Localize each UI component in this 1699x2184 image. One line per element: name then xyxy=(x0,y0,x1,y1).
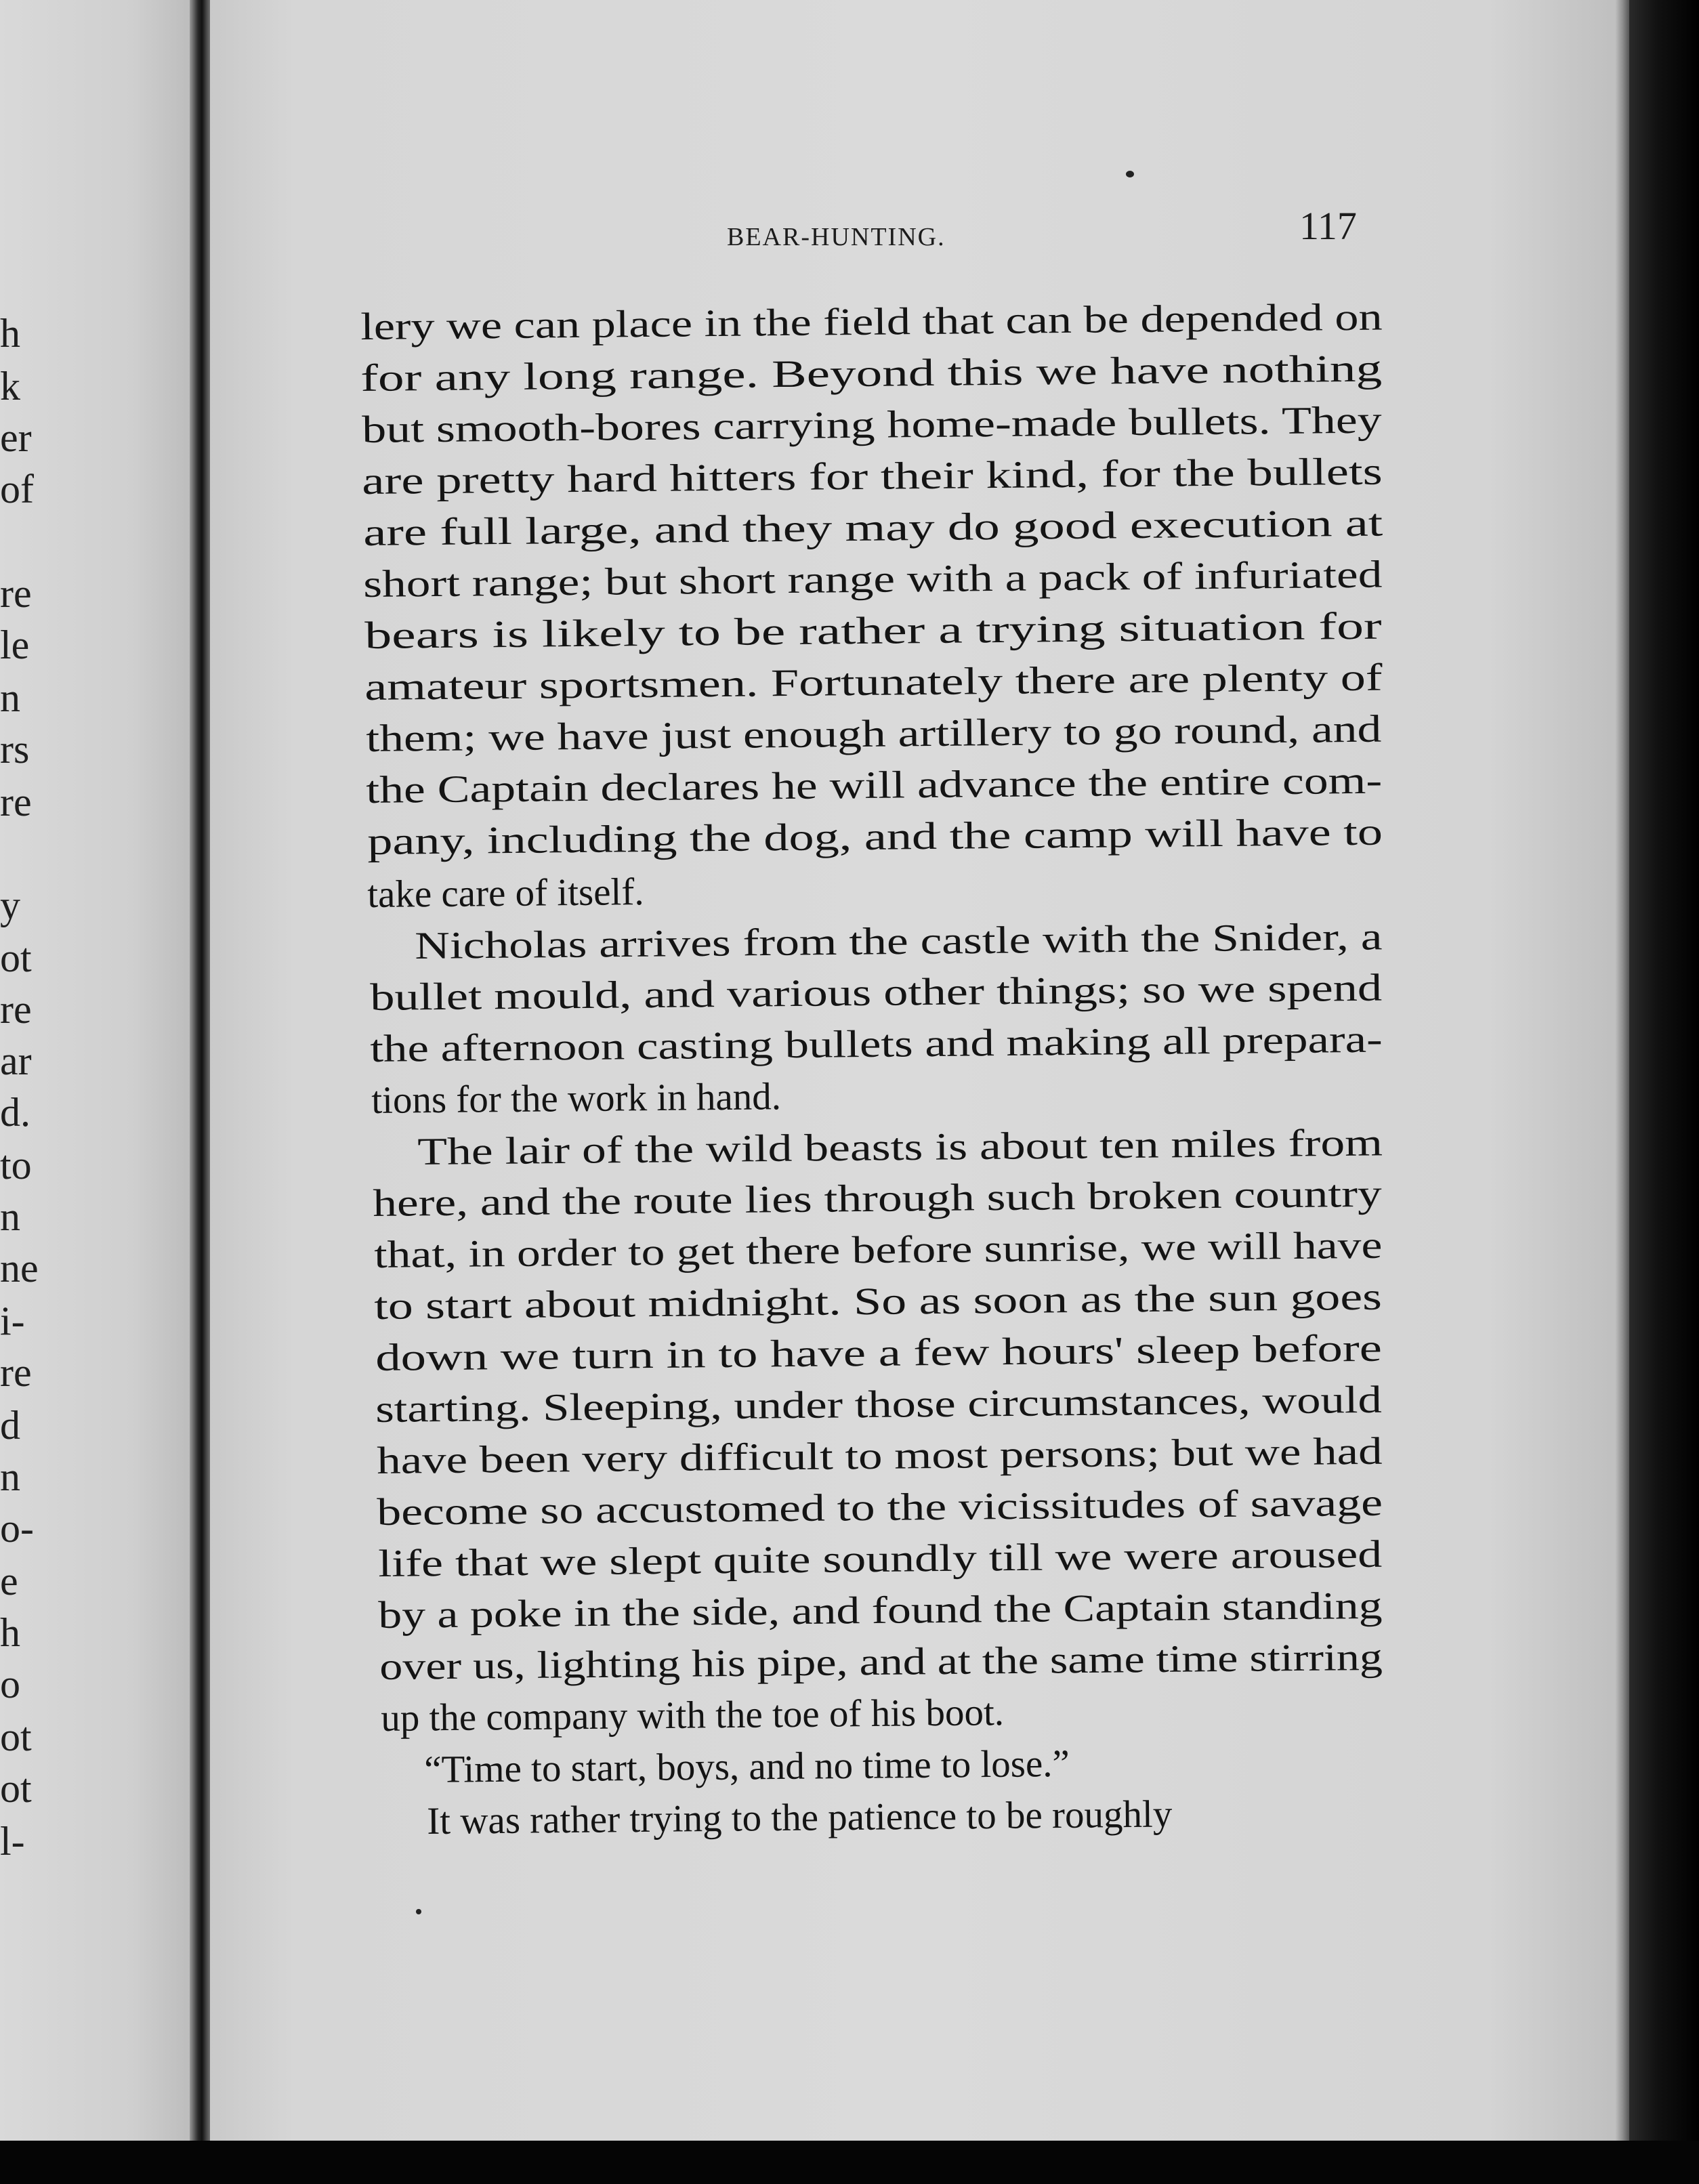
margin-fragment: to xyxy=(0,1143,32,1188)
text-line: “Time to start, boys, and no time to lose.” xyxy=(423,1742,1070,1791)
margin-fragment: le xyxy=(0,623,30,667)
margin-fragment: i- xyxy=(0,1299,25,1343)
text-line: take care of itself. xyxy=(366,870,644,916)
margin-fragment: er xyxy=(0,415,32,460)
margin-fragment: h xyxy=(0,1610,20,1655)
text-line: here, and the route lies through such broken country xyxy=(372,1172,1382,1225)
text-line: Nicholas arrives from the castle with the Snider, a xyxy=(414,915,1383,967)
book-gutter xyxy=(190,0,210,2141)
text-line: by a poke in the side, and found the Captain standing xyxy=(377,1584,1383,1637)
margin-fragment: d. xyxy=(0,1090,30,1135)
margin-fragment: ar xyxy=(0,1038,32,1083)
text-line: short range; but short range with a pack of infuriated xyxy=(362,553,1383,606)
ink-speck xyxy=(416,1909,421,1914)
page-number: 117 xyxy=(1299,204,1357,248)
margin-fragment: ot xyxy=(0,936,32,980)
margin-fragment: n xyxy=(0,675,20,720)
text-line: that, in order to get there before sunrise, we will have xyxy=(373,1223,1383,1276)
margin-fragment: re xyxy=(0,1350,32,1395)
text-line: to start about midnight. So as soon as the sun goes xyxy=(373,1275,1383,1328)
margin-fragment: re xyxy=(0,780,32,824)
text-line: become so accustomed to the vicissitudes of savage xyxy=(376,1481,1383,1534)
text-line: It was rather trying to the patience to be roughly xyxy=(426,1792,1173,1843)
margin-fragment: k xyxy=(0,364,20,408)
text-line: lery we can place in the field that can be depended on xyxy=(360,295,1383,348)
margin-fragment: l- xyxy=(0,1819,25,1864)
margin-fragment: re xyxy=(0,987,32,1032)
page-edge xyxy=(1616,0,1629,2141)
ink-speck xyxy=(1126,171,1134,177)
text-line: pany, including the dog, and the camp will have to xyxy=(366,810,1383,863)
text-line: for any long range. Beyond this we have nothing xyxy=(360,347,1383,400)
margin-fragment: ot xyxy=(0,1715,32,1759)
text-line: The lair of the wild beasts is about ten miles from xyxy=(417,1121,1383,1173)
text-line: the Captain declares he will advance the entire com- xyxy=(365,759,1383,812)
margin-fragment: o- xyxy=(0,1506,34,1551)
margin-fragment: h xyxy=(0,311,20,356)
text-line: but smooth-bores carrying home-made bullets. They xyxy=(361,398,1382,451)
margin-fragment: n xyxy=(0,1454,20,1499)
running-head: BEAR-HUNTING. xyxy=(727,223,946,251)
text-line: down we turn in to have a few hours' sleep before xyxy=(375,1326,1383,1379)
text-line: starting. Sleeping, under those circumstances, would xyxy=(375,1378,1382,1431)
text-line: life that we slept quite soundly till we were aroused xyxy=(377,1532,1383,1585)
margin-fragment: e xyxy=(0,1559,18,1603)
scan-border xyxy=(0,2141,1699,2184)
text-line: bullet mould, and various other things; so we spend xyxy=(369,966,1383,1019)
margin-fragment: d xyxy=(0,1403,20,1448)
margin-fragment: rs xyxy=(0,727,30,772)
text-line: are full large, and they may do good execution at xyxy=(362,501,1383,554)
margin-fragment: re xyxy=(0,571,32,616)
margin-fragment: o xyxy=(0,1662,20,1706)
text-line: tions for the work in hand. xyxy=(371,1075,782,1122)
margin-fragment: ne xyxy=(0,1246,39,1290)
margin-fragment: n xyxy=(0,1194,20,1239)
text-line: over us, lighting his pipe, and at the same time stirring xyxy=(379,1635,1383,1688)
margin-fragment: of xyxy=(0,467,34,511)
text-line: them; we have just enough artillery to go round, and xyxy=(365,707,1382,760)
text-line: up the company with the toe of his boot. xyxy=(380,1691,1005,1740)
previous-page-edge xyxy=(0,0,190,2141)
margin-fragment: ot xyxy=(0,1766,32,1811)
text-line: bears is likely to be rather a trying situation for xyxy=(364,604,1382,657)
text-line: are pretty hard hitters for their kind, for the bullets xyxy=(361,450,1383,503)
binding-shadow xyxy=(1629,0,1699,2184)
text-line: amateur sportsmen. Fortunately there are plenty of xyxy=(364,656,1383,709)
text-line: have been very difficult to most persons; but we had xyxy=(376,1429,1383,1482)
text-line: the afternoon casting bullets and making all prepara- xyxy=(369,1017,1383,1070)
margin-fragment: y xyxy=(0,883,20,927)
